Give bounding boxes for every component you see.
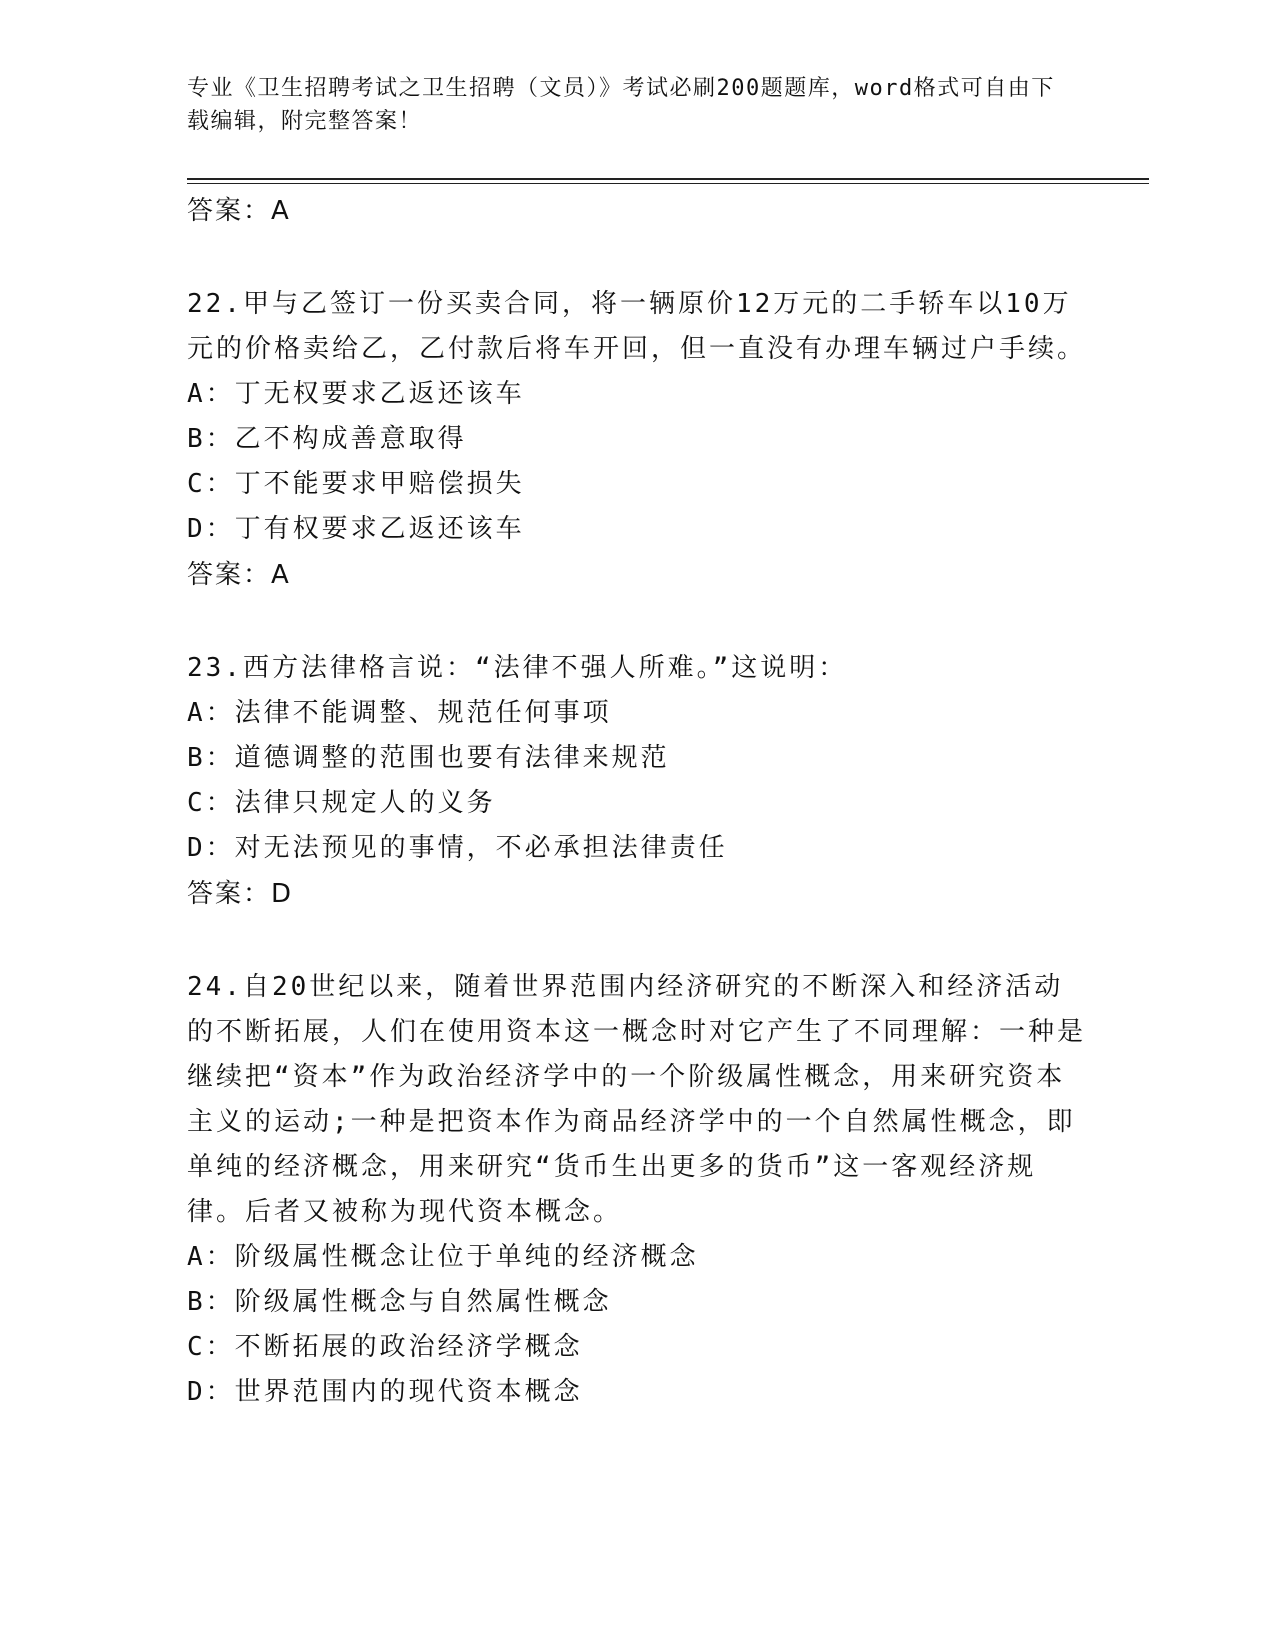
option-c: C：不断拓展的政治经济学概念 [187, 1332, 583, 1362]
question-22 [187, 282, 1087, 598]
option-c: C：丁不能要求甲赔偿损失 [187, 469, 525, 499]
option-c: C：法律只规定人的义务 [187, 788, 496, 818]
option-d: D：对无法预见的事情，不必承担法律责任 [187, 833, 728, 863]
option-b: B：阶级属性概念与自然属性概念 [187, 1287, 612, 1317]
page-header: 专业《卫生招聘考试之卫生招聘（文员）》考试必刷200题题库，word格式可自由下载编辑，附完整答案！ [187, 76, 1055, 134]
question-24 [187, 965, 1087, 1415]
question-content [187, 188, 1087, 1415]
header-divider-thin [187, 183, 1149, 184]
option-a: A：阶级属性概念让位于单纯的经济概念 [187, 1242, 699, 1272]
question-text: 24.自20世纪以来，随着世界范围内经济研究的不断深入和经济活动的不断拓展，人们在使用资本这一概念时对它产生了不同理解：一种是继续把“资本”作为政治经济学中的一个阶级属性概念，用来研究资本主义的运动;一种是把资本作为商品经济学中的一个自然属性概念，即单纯的经济概念，用来研究“货币生出更多的货币”这一客观经济规律。后者又被称为现代资本概念。 [187, 972, 1087, 1227]
spacer [187, 234, 1087, 282]
option-a: A：丁无权要求乙返还该车 [187, 379, 525, 409]
question-23 [187, 646, 1087, 917]
header-divider-thick [187, 178, 1149, 180]
option-d: D：丁有权要求乙返还该车 [187, 514, 525, 544]
answer-prev: 答案：A [187, 196, 291, 226]
option-d: D：世界范围内的现代资本概念 [187, 1377, 583, 1407]
question-text: 22.甲与乙签订一份买卖合同，将一辆原价12万元的二手轿车以10万元的价格卖给乙，乙付款后将车开回，但一直没有办理车辆过户手续。 [187, 289, 1087, 364]
spacer [187, 598, 1087, 646]
option-b: B：道德调整的范围也要有法律来规范 [187, 743, 670, 773]
spacer [187, 917, 1087, 965]
answer: 答案：A [187, 560, 291, 590]
option-a: A：法律不能调整、规范任何事项 [187, 698, 612, 728]
question-text: 23.西方法律格言说：“法律不强人所难。”这说明： [187, 653, 848, 683]
answer: 答案：D [187, 879, 294, 909]
option-b: B：乙不构成善意取得 [187, 424, 467, 454]
